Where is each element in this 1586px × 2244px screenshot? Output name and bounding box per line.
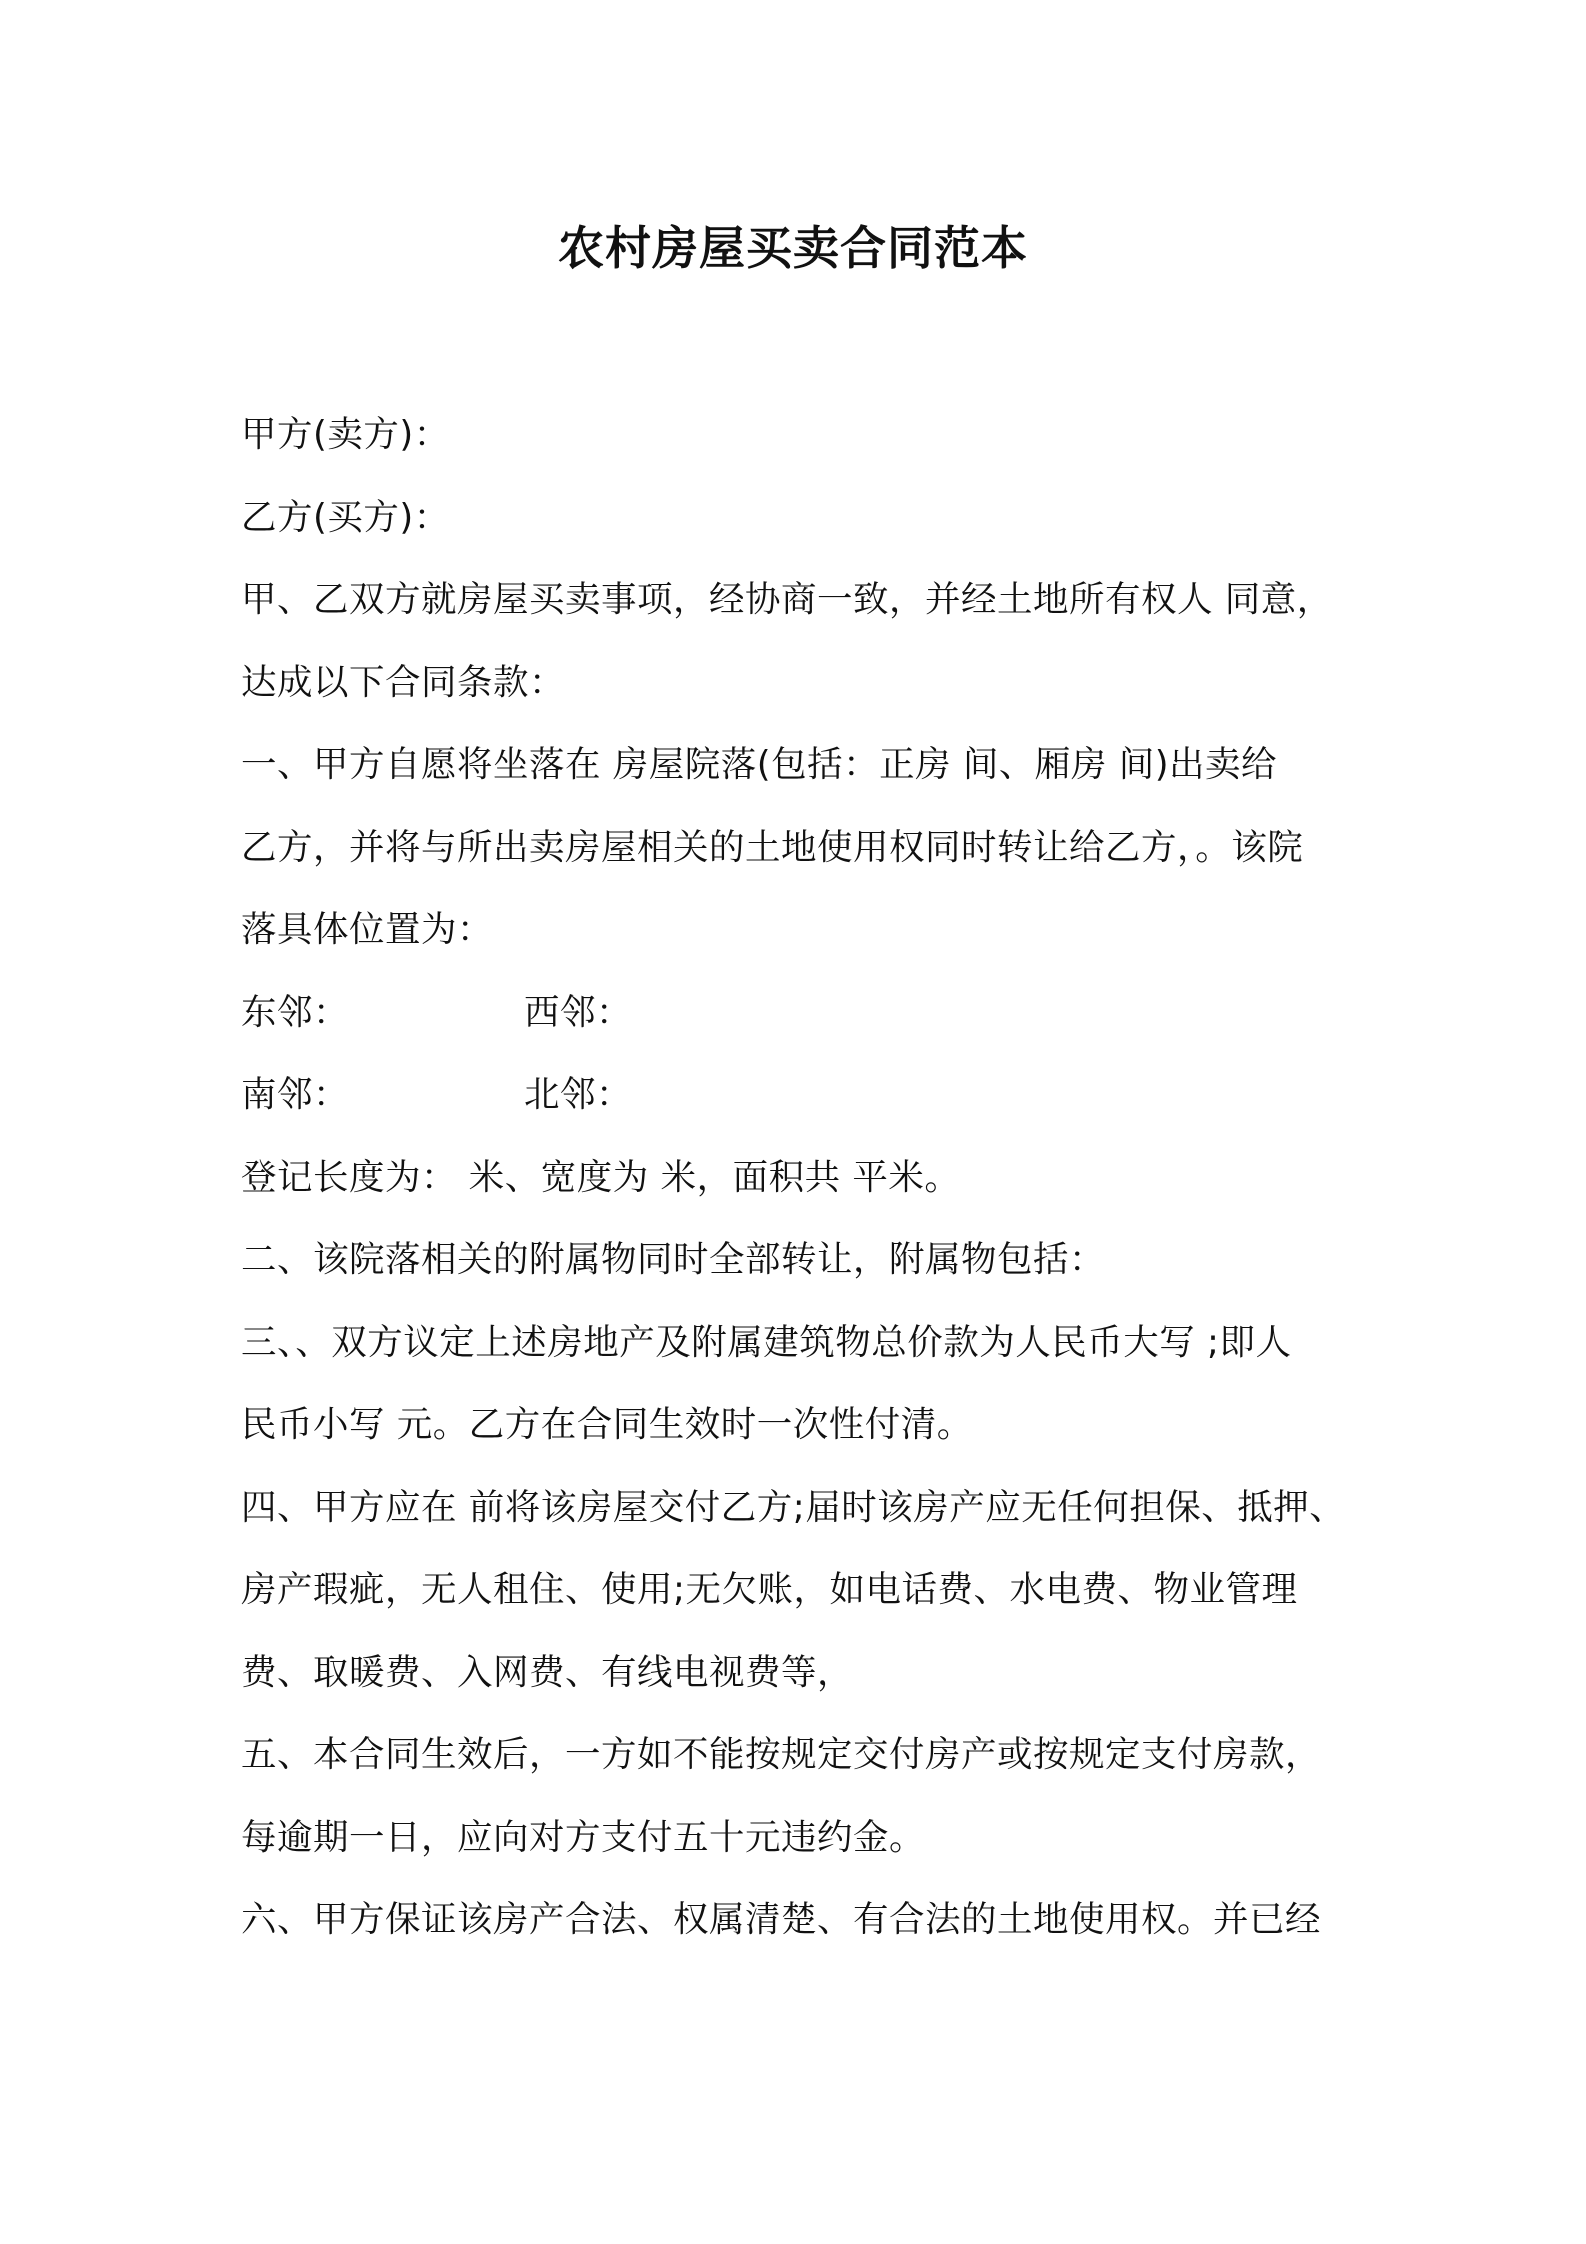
east-neighbor-label: 东邻： xyxy=(241,991,350,1033)
clause-3-line-2: 民币小写 元。乙方在合同生效时一次性付清。 xyxy=(241,1404,973,1445)
clause-6-line-1: 六、甲方保证该房产合法、权属清楚、有合法的土地使用权。并已经 xyxy=(241,1899,1322,1940)
document-title: 农村房屋买卖合同范本 xyxy=(558,221,1028,275)
clause-2-line: 二、该院落相关的附属物同时全部转让，附属物包括： xyxy=(241,1239,1106,1280)
clause-4-line-3: 费、取暖费、入网费、有线电视费等， xyxy=(241,1651,854,1693)
clause-3-line-1: 三、、双方议定上述房地产及附属建筑物总价款为人民币大写 ;即人 xyxy=(241,1321,1292,1363)
party-a-line: 甲方(卖方)： xyxy=(241,414,450,455)
clause-4-line-1: 四、甲方应在 前将该房屋交付乙方;届时该房产应无任何担保、抵押、 xyxy=(241,1486,1346,1528)
clause-1-line-1: 一、甲方自愿将坐落在 房屋院落(包括：正房 间、厢房 间)出卖给 xyxy=(241,744,1278,785)
clause-1-line-3: 落具体位置为： xyxy=(241,909,494,950)
party-b-line: 乙方(买方)： xyxy=(241,496,450,538)
clause-5-line-1: 五、本合同生效后，一方如不能按规定交付房产或按规定支付房款， xyxy=(241,1734,1322,1775)
intro-line-2: 达成以下合同条款： xyxy=(241,661,566,703)
dimensions-line: 登记长度为： 米、宽度为 米，面积共 平米。 xyxy=(241,1156,961,1198)
document-body xyxy=(241,405,1361,1973)
clause-1-line-2: 乙方，并将与所出卖房屋相关的土地使用权同时转让给乙方，。该院 xyxy=(241,826,1304,868)
south-neighbor-label: 南邻： xyxy=(241,1074,350,1115)
clause-5-line-2: 每逾期一日，应向对方支付五十元违约金。 xyxy=(241,1816,926,1858)
west-neighbor-label: 西邻： xyxy=(524,991,633,1033)
neighbors-row-1 xyxy=(241,983,1361,1066)
neighbors-row-2 xyxy=(241,1065,1361,1148)
north-neighbor-label: 北邻： xyxy=(524,1074,633,1115)
intro-line-1: 甲、乙双方就房屋买卖事项，经协商一致，并经土地所有权人 同意， xyxy=(241,579,1333,620)
clause-4-line-2: 房产瑕疵，无人租住、使用;无欠账，如电话费、水电费、物业管理 xyxy=(241,1569,1298,1610)
